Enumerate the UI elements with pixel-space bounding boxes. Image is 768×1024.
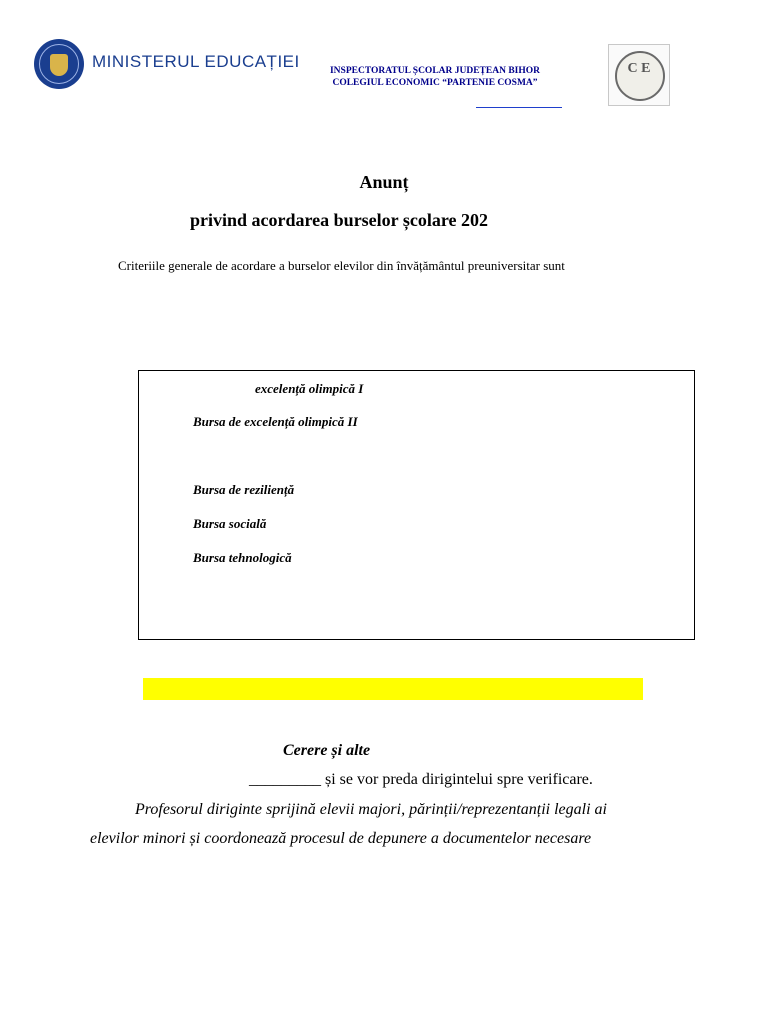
scholarship-item: excelență olimpică I	[255, 381, 364, 396]
highlight-bar	[143, 678, 643, 700]
college-name: COLEGIUL ECONOMIC “PARTENIE COSMA”	[332, 78, 538, 88]
inspectorate-name: INSPECTORATUL ȘCOLAR JUDEȚEAN BIHOR	[329, 66, 540, 76]
scholarship-item: Bursa de reziliență	[193, 482, 295, 497]
document-subtitle: privind acordarea burselor școlare 202	[190, 210, 488, 230]
scholarship-item: Bursa de excelență olimpică II	[193, 414, 358, 429]
paragraph-line-1: Profesorul diriginte sprijină elevii majori, părinții/reprezentanții legali ai	[135, 801, 607, 818]
paragraph-line-2: elevilor minori și coordonează procesul de depunere a documentelor necesare	[90, 830, 592, 847]
deadline-line: _________ și se vor preda dirigintelui spre verificare.	[249, 771, 593, 788]
criteria-intro: Criteriile generale de acordare a burselor elevilor din învățământul preuniversitar sunt	[118, 258, 565, 273]
document-title: Anunț	[359, 172, 409, 192]
school-logo-monogram: C E	[627, 61, 651, 76]
ministry-name: MINISTERUL EDUCAȚIEI	[92, 52, 300, 71]
header-link-underline[interactable]	[476, 107, 562, 108]
scholarship-list-box	[138, 370, 695, 640]
ministry-seal-icon	[34, 39, 84, 89]
scholarship-item: Bursa tehnologică	[193, 550, 292, 565]
cerere-heading: Cerere și alte	[283, 742, 371, 759]
school-logo	[608, 44, 670, 106]
scholarship-item: Bursa socială	[193, 516, 267, 531]
